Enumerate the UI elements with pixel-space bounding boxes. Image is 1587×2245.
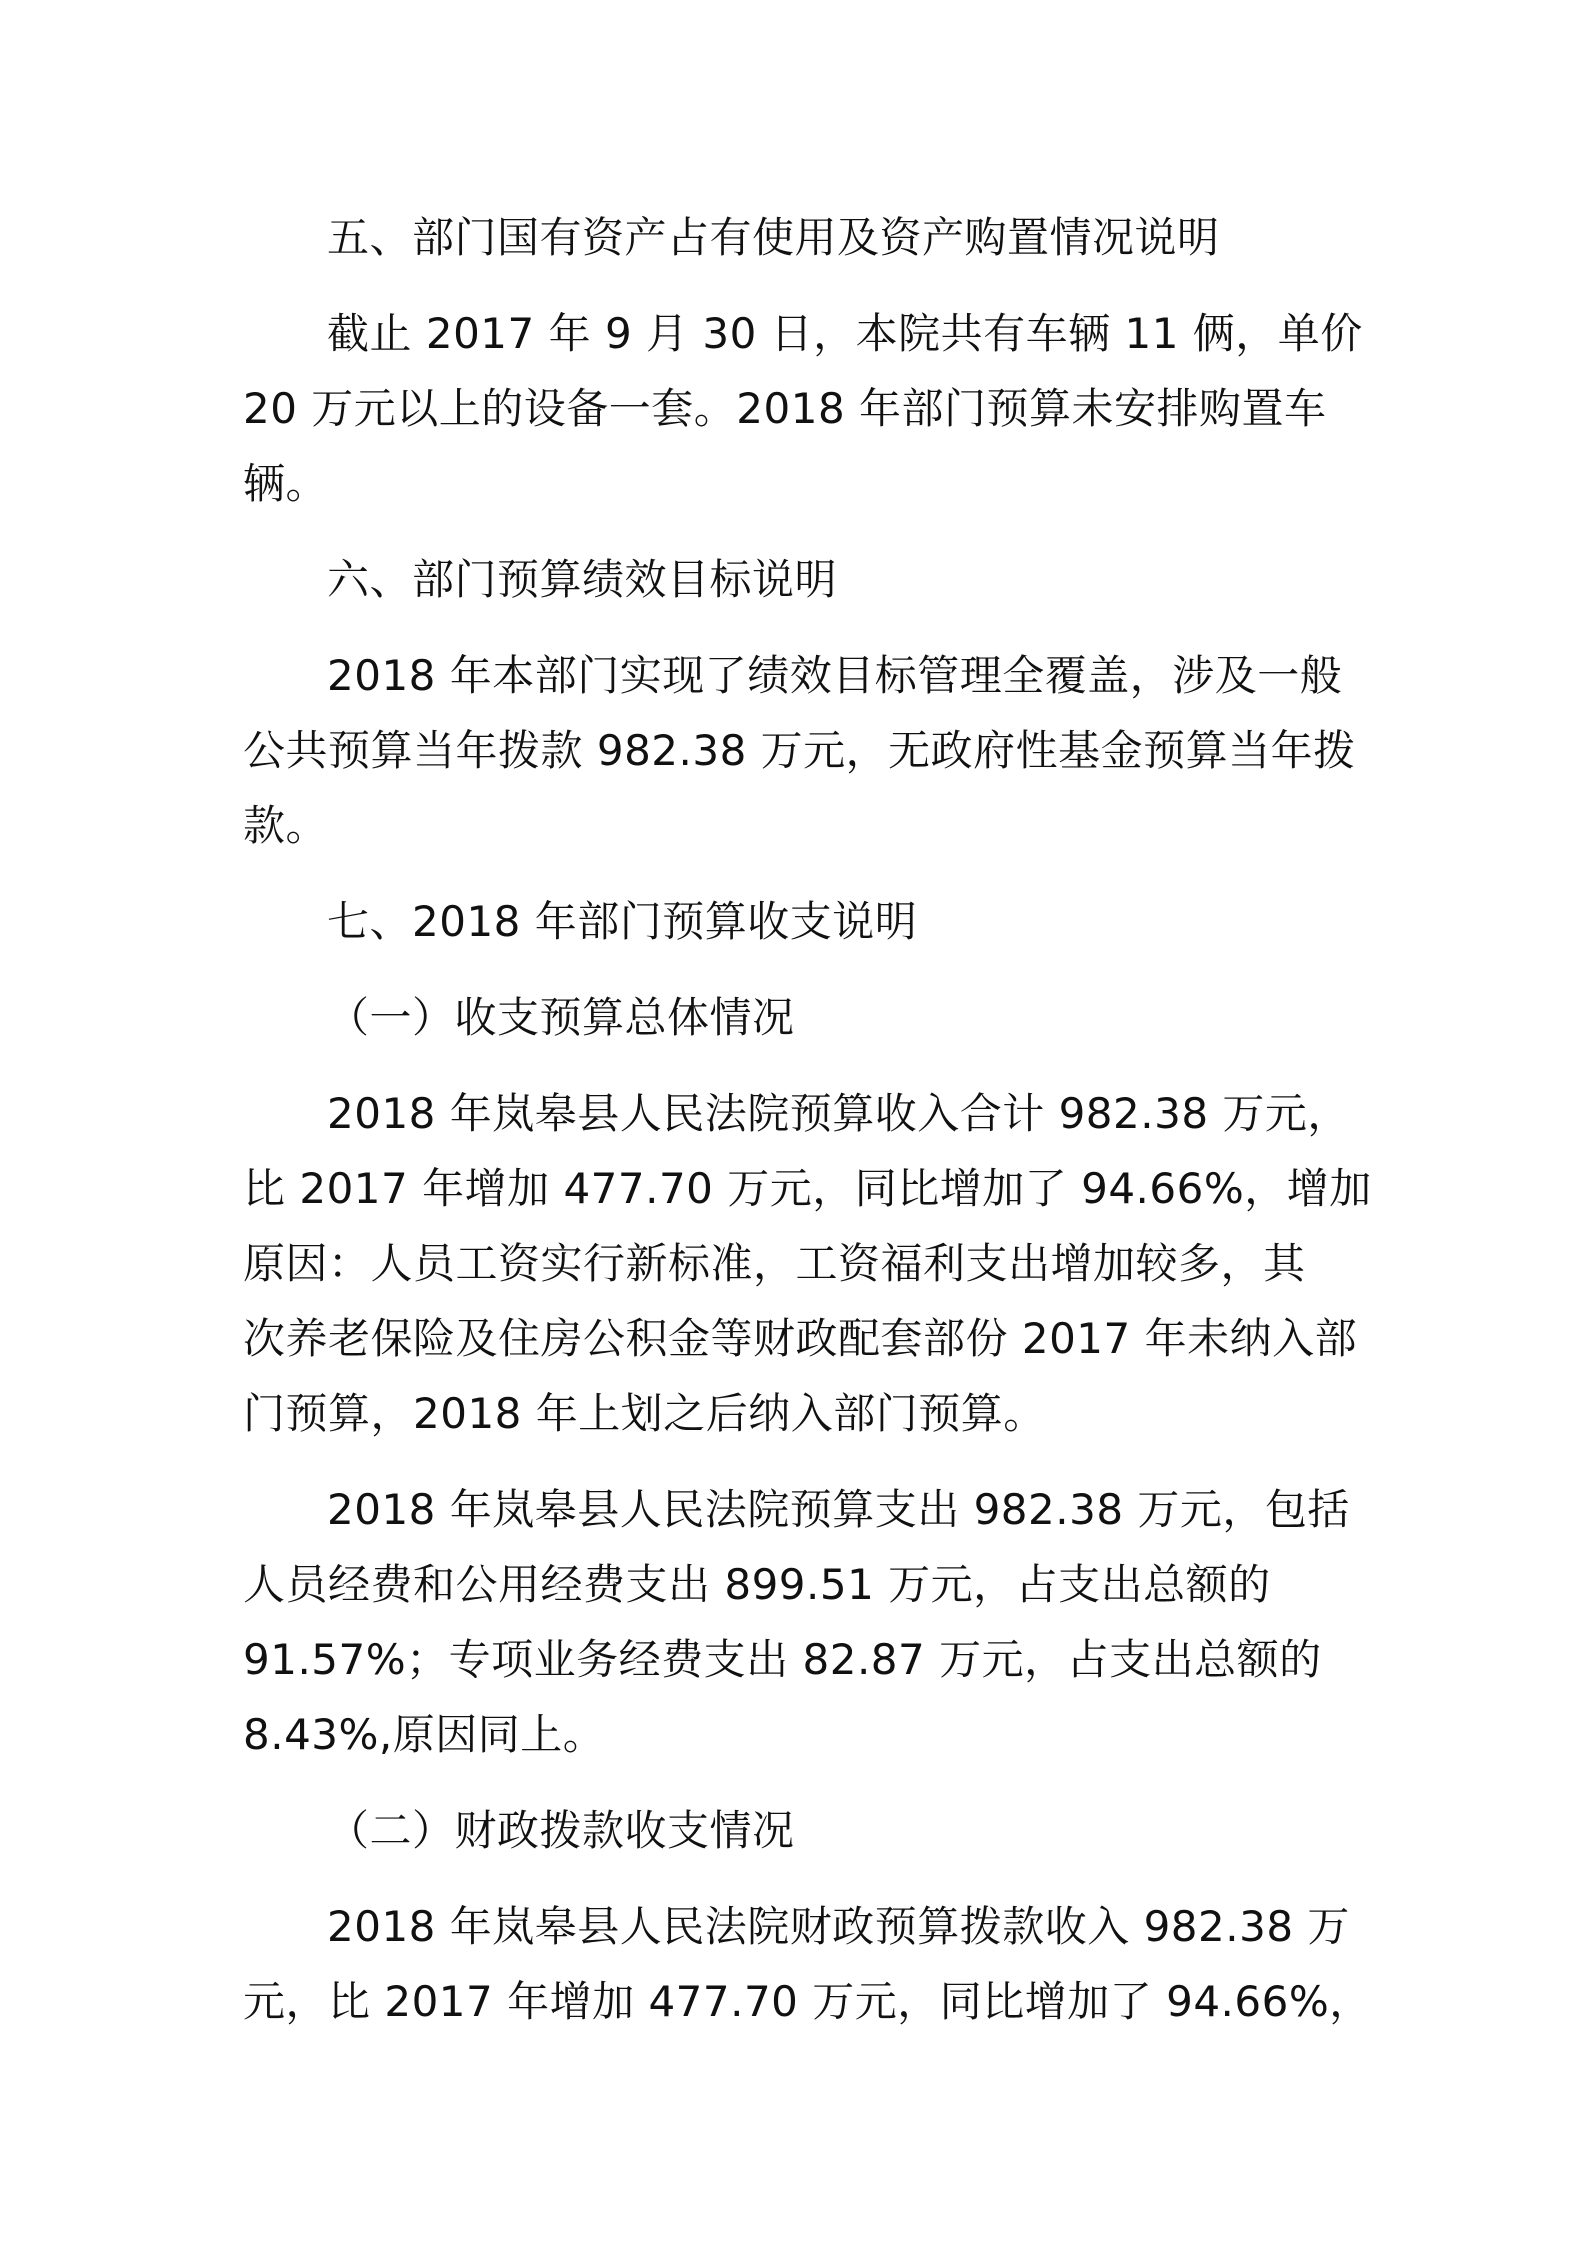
text-line: 2018 年岚皋县人民法院财政预算拨款收入 982.38 万 [327,1902,1350,1951]
paragraph-assets [243,296,1363,521]
text-line: 比 2017 年增加 477.70 万元，同比增加了 94.66%，增加 [243,1164,1372,1213]
section-heading-budget [243,884,1353,959]
document-body [243,200,1372,2060]
text-line: 原因：人员工资实行新标准，工资福利支出增加较多，其 [243,1239,1306,1288]
text-line: 截止 2017 年 9 月 30 日，本院共有车辆 11 俩，单价 [327,309,1363,358]
text-line: 六、部门预算绩效目标说明 [327,555,838,604]
paragraph-expenditure [243,1472,1353,1772]
paragraph-fiscal [243,1889,1372,2039]
text-line: 五、部门国有资产占有使用及资产购置情况说明 [327,213,1220,262]
text-line: 8.43%,原因同上。 [243,1710,606,1759]
text-line: 门预算，2018 年上划之后纳入部门预算。 [243,1389,1046,1438]
text-line: 公共预算当年拨款 982.38 万元，无政府性基金预算当年拨 [243,726,1356,775]
text-line: 20 万元以上的设备一套。2018 年部门预算未安排购置车 [243,384,1327,433]
subsection-heading-fiscal [243,1793,1353,1868]
paragraph-income [243,1076,1372,1451]
text-line: 元，比 2017 年增加 477.70 万元，同比增加了 94.66%， [243,1977,1372,2026]
subsection-heading-overall [243,980,1353,1055]
text-line: 2018 年本部门实现了绩效目标管理全覆盖，涉及一般 [327,651,1343,700]
paragraph-performance [243,638,1356,863]
text-line: 次养老保险及住房公积金等财政配套部份 2017 年未纳入部 [243,1314,1358,1363]
text-line: 2018 年岚皋县人民法院预算收入合计 982.38 万元， [327,1089,1350,1138]
text-line: （二）财政拨款收支情况 [327,1806,795,1855]
text-line: 辆。 [243,459,329,508]
text-line: 91.57%；专项业务经费支出 82.87 万元，占支出总额的 [243,1635,1322,1684]
section-heading-assets [243,200,1353,275]
section-heading-performance [243,542,1353,617]
text-line: 款。 [243,801,329,850]
text-line: 人员经费和公用经费支出 899.51 万元，占支出总额的 [243,1560,1271,1609]
text-line: 2018 年岚皋县人民法院预算支出 982.38 万元，包括 [327,1485,1350,1534]
text-line: （一）收支预算总体情况 [327,993,795,1042]
text-line: 七、2018 年部门预算收支说明 [327,897,918,946]
